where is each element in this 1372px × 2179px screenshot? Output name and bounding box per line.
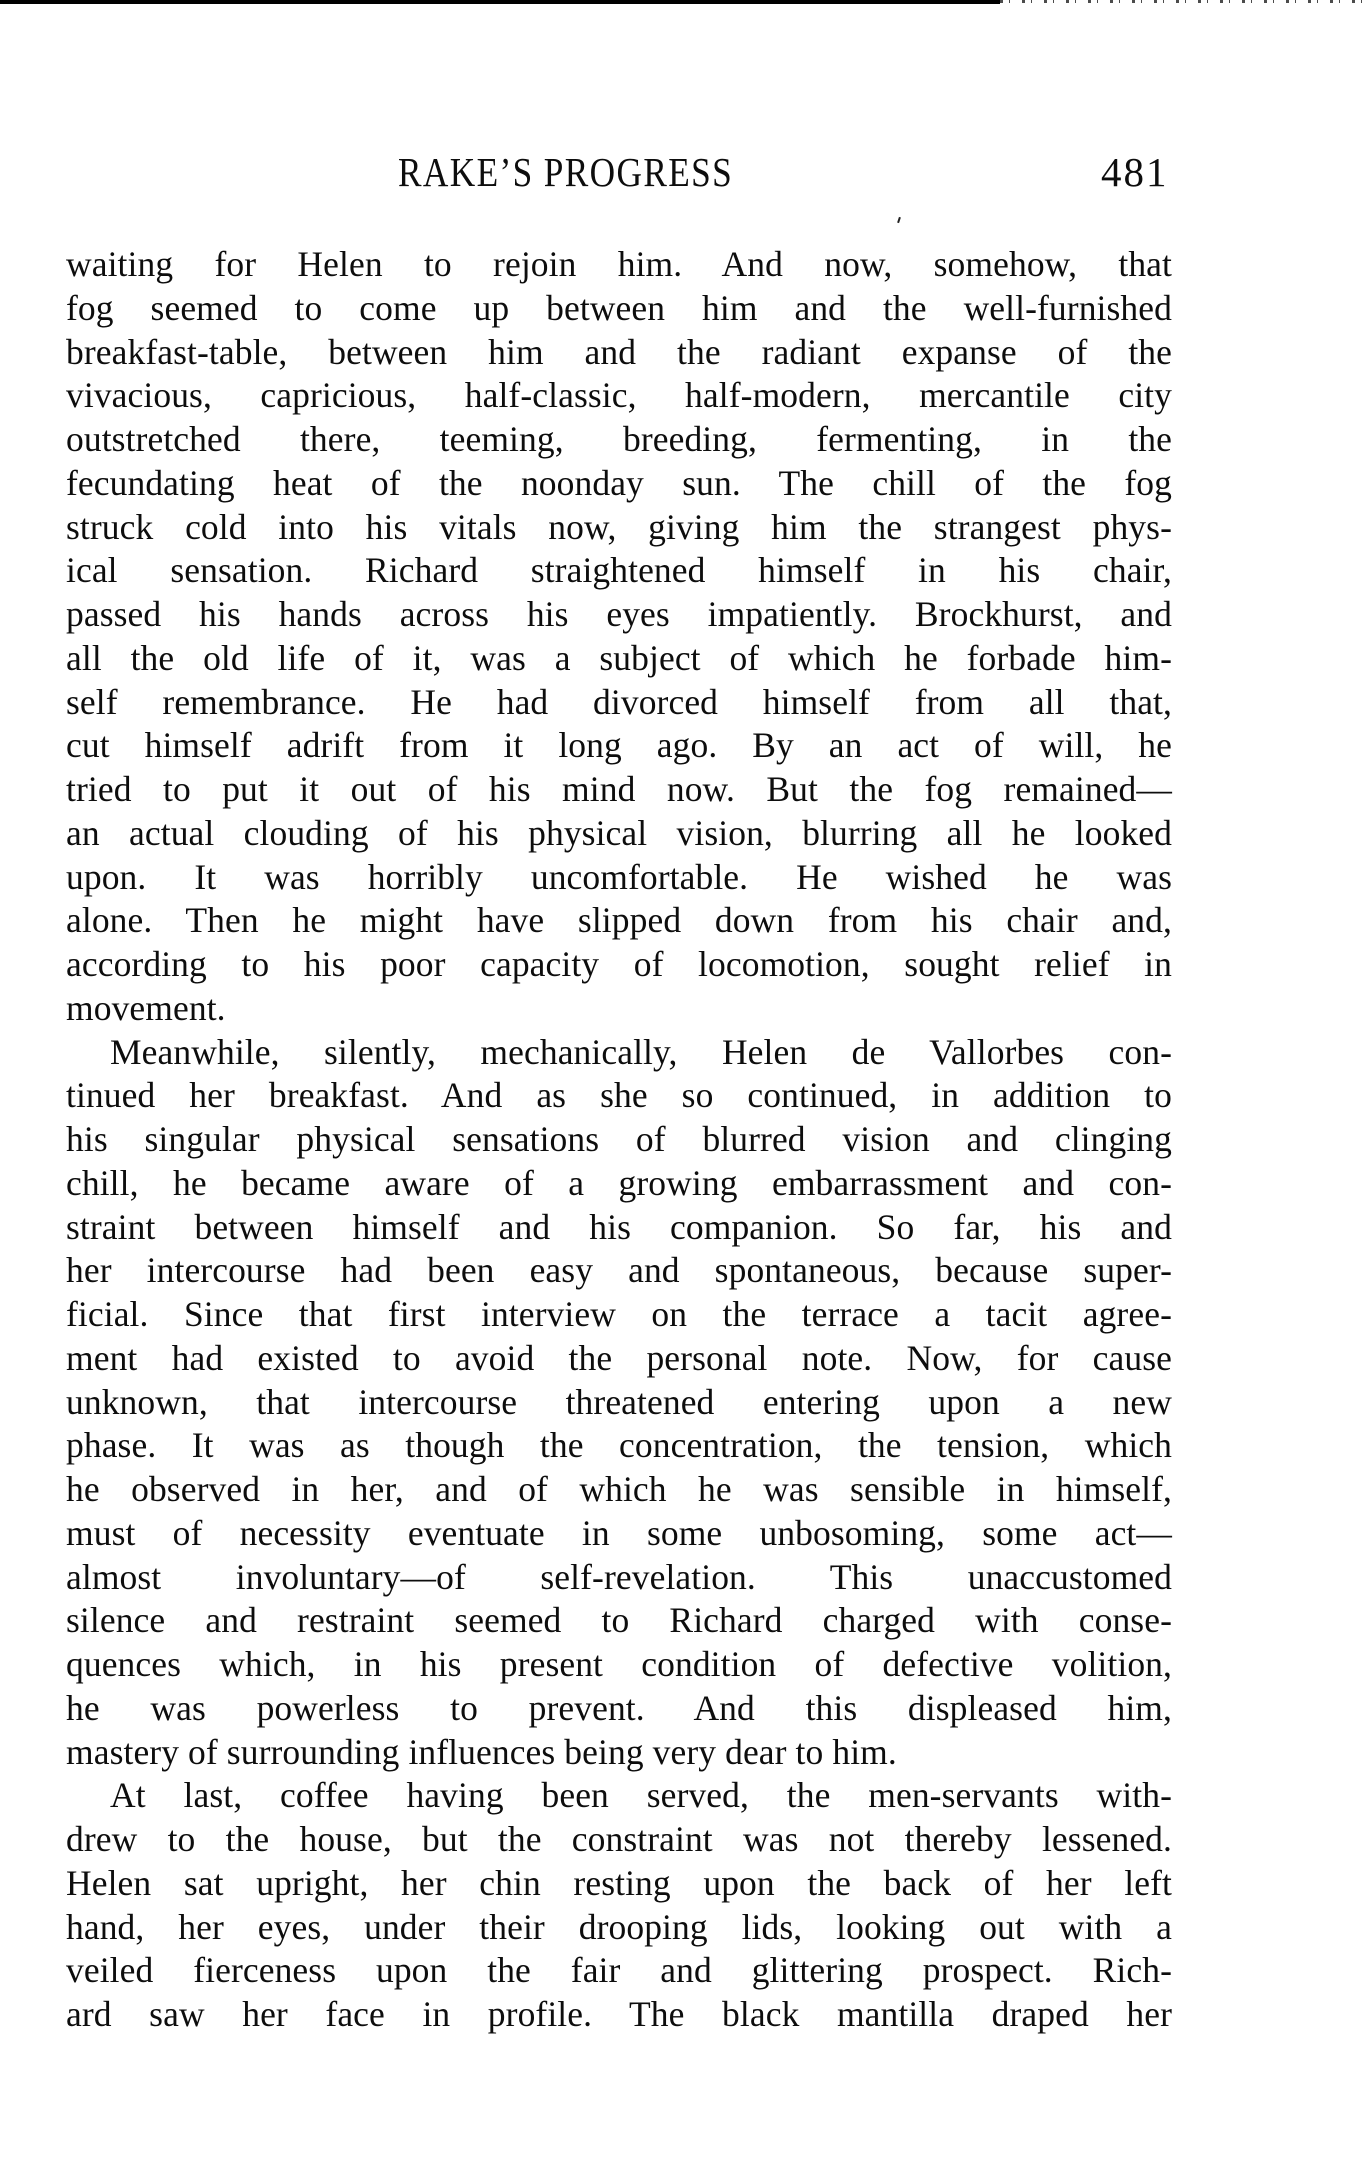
text-line: silence and restraint seemed to Richard charged with conse- <box>66 1600 1172 1641</box>
text-line: tried to put it out of his mind now. But the fog remained— <box>66 769 1172 809</box>
text-line: mastery of surrounding influences being very dear to him. <box>66 1731 897 1772</box>
text-line: breakfast-table, between him and the radiant expanse of the <box>66 331 1172 372</box>
paragraph-1 <box>66 243 1172 1031</box>
text-line: hand, her eyes, under their drooping lids, looking out with a <box>66 1906 1172 1947</box>
text-line: ficial. Since that first interview on the terrace a tacit agree- <box>66 1294 1172 1334</box>
text-line: drew to the house, but the constraint was not thereby lessened. <box>66 1819 1172 1859</box>
paragraph-3 <box>66 1774 1172 2037</box>
text-line: chill, he became aware of a growing embarrassment and con- <box>66 1162 1172 1203</box>
text-line: passed his hands across his eyes impatiently. Brockhurst, and <box>66 594 1172 634</box>
text-line: must of necessity eventuate in some unbosoming, some act— <box>66 1512 1172 1553</box>
text-line: At last, coffee having been served, the men-servants with- <box>110 1775 1172 1816</box>
text-line: struck cold into his vitals now, giving him the strangest phys- <box>66 506 1172 547</box>
text-line: straint between himself and his companion. So far, his and <box>66 1206 1172 1247</box>
text-line: alone. Then he might have slipped down from his chair and, <box>66 900 1172 941</box>
text-line: fecundating heat of the noonday sun. The chill of the fog <box>66 462 1172 503</box>
text-line: he observed in her, and of which he was sensible in himself, <box>66 1469 1172 1509</box>
page-number: 481 <box>1101 149 1169 195</box>
text-line: fog seemed to come up between him and the well-furnished <box>66 287 1172 328</box>
text-line: her intercourse had been easy and spontaneous, because super- <box>66 1250 1172 1291</box>
text-line: self remembrance. He had divorced himself from all that, <box>66 681 1172 722</box>
text-line: tinued her breakfast. And as she so continued, in addition to <box>66 1075 1172 1116</box>
text-line: his singular physical sensations of blurred vision and clinging <box>66 1119 1172 1159</box>
paragraph-2 <box>66 1031 1172 1775</box>
text-line: an actual clouding of his physical vision, blurring all he looked <box>66 812 1172 853</box>
text-line: veiled fierceness upon the fair and glittering prospect. Rich- <box>66 1950 1172 1991</box>
text-line: waiting for Helen to rejoin him. And now, somehow, that <box>66 244 1172 284</box>
text-line: movement. <box>66 987 226 1028</box>
text-line: ical sensation. Richard straightened himself in his chair, <box>66 550 1172 591</box>
text-line: all the old life of it, was a subject of which he forbade him- <box>66 637 1172 678</box>
print-speck <box>897 217 901 223</box>
text-line: cut himself adrift from it long ago. By an act of will, he <box>66 725 1172 766</box>
text-line: Helen sat upright, her chin resting upon the back of her left <box>66 1862 1172 1903</box>
text-line: according to his poor capacity of locomotion, sought relief in <box>66 944 1172 984</box>
body-text <box>66 243 1172 2037</box>
scan-edge-top <box>0 0 1000 4</box>
scan-edge-top-fade <box>1000 0 1372 3</box>
text-line: ment had existed to avoid the personal note. Now, for cause <box>66 1337 1172 1378</box>
text-line: upon. It was horribly uncomfortable. He wished he was <box>66 856 1172 897</box>
text-line: phase. It was as though the concentration, the tension, which <box>66 1425 1172 1466</box>
text-line: quences which, in his present condition of defective volition, <box>66 1644 1172 1684</box>
running-head <box>0 150 1372 194</box>
text-line: unknown, that intercourse threatened entering upon a new <box>66 1381 1172 1422</box>
text-line: ard saw her face in profile. The black mantilla draped her <box>66 1994 1172 2034</box>
text-line: almost involuntary—of self-revelation. This unaccustomed <box>66 1556 1172 1597</box>
text-line: outstretched there, teeming, breeding, fermenting, in the <box>66 419 1172 459</box>
text-line: vivacious, capricious, half-classic, half-modern, mercantile city <box>66 375 1172 416</box>
text-line: he was powerless to prevent. And this displeased him, <box>66 1687 1172 1728</box>
text-line: Meanwhile, silently, mechanically, Helen de Vallorbes con- <box>110 1031 1172 1072</box>
running-head-title: RAKE’S PROGRESS <box>398 149 734 195</box>
